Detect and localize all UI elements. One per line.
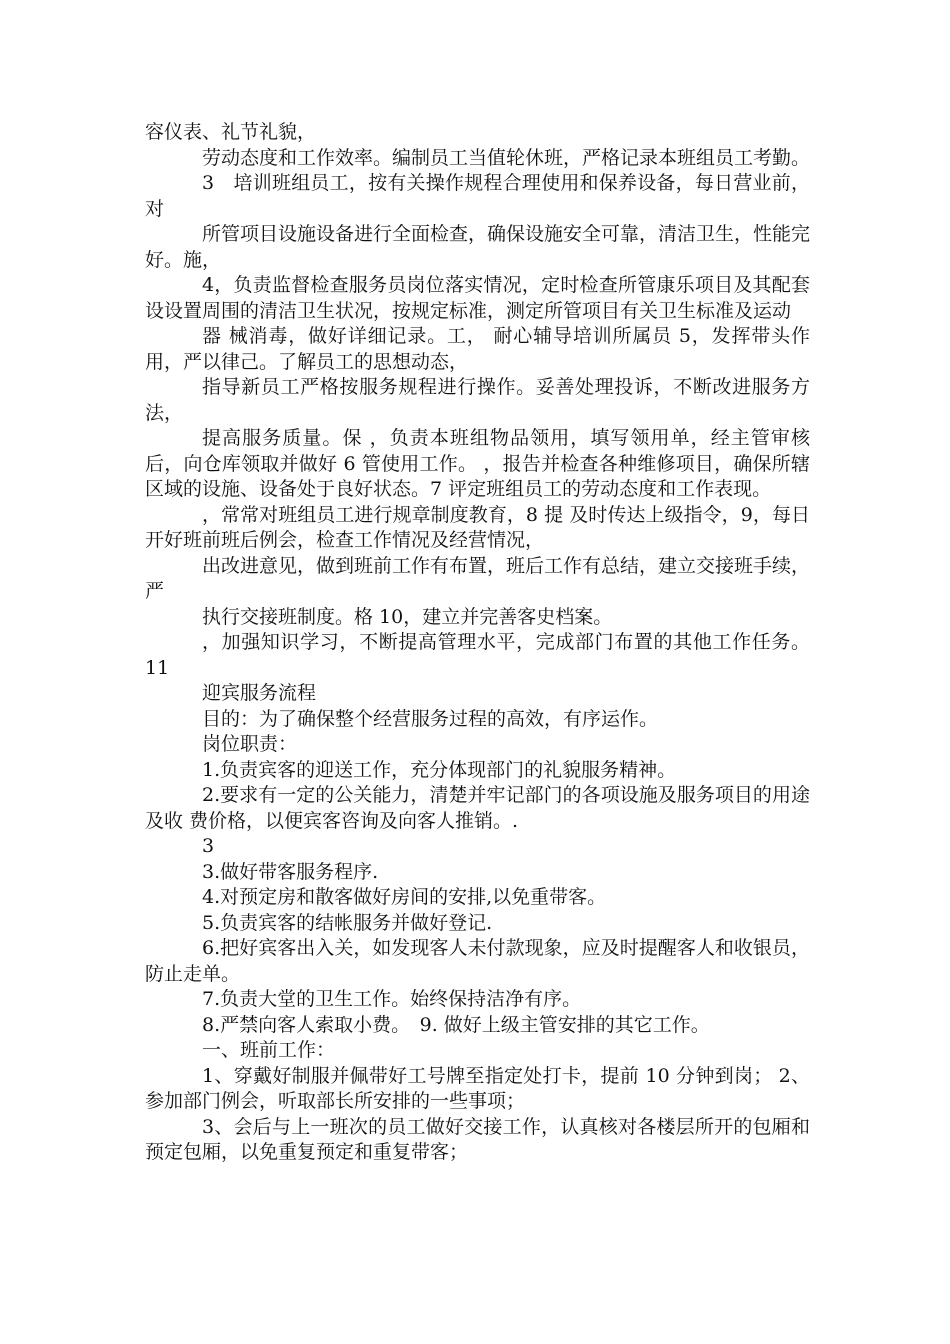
section-heading-welcome-service: 迎宾服务流程 xyxy=(202,682,317,704)
paragraph-11: 执行交接班制度。格 10，建立并完善客史档案。 xyxy=(202,605,613,628)
duty-item-3: 3.做好带客服务程序. xyxy=(202,860,379,883)
duty-item-7: 7.负责大堂的卫生工作。始终保持洁净有序。 xyxy=(202,988,582,1010)
paragraph-12: ，加强知识学习，不断提高管理水平，完成部门布置的其他工作任务。11 xyxy=(145,631,810,679)
paragraph-10: 出改进意见，做到班前工作有布置，班后工作有总结，建立交接班手续，严 xyxy=(145,554,811,602)
paragraph-7: 指导新员工严格按服务规程进行操作。妥善处理投诉，不断改进服务方法， xyxy=(145,376,810,424)
duty-item-1: 1.负责宾客的迎送工作，充分体现部门的礼貌服务精神。 xyxy=(202,758,677,781)
paragraph-4: 所管项目设施设备进行全面检查，确保设施安全可靠，清洁卫生，性能完好。施， xyxy=(145,223,811,271)
duty-item-4: 4.对预定房和散客做好房间的安排,以免重带客。 xyxy=(202,886,607,908)
pre-shift-item-3: 3、会后与上一班次的员工做好交接工作，认真核对各楼层所开的包厢和预定包厢，以免重复预定和重复带客； xyxy=(145,1115,810,1163)
duty-item-5: 5.负责宾客的结帐服务并做好登记. xyxy=(202,911,493,934)
paragraph-1: 容仪表、礼节礼貌， xyxy=(145,121,317,143)
section-heading-pre-shift: 一、班前工作： xyxy=(202,1039,336,1061)
paragraph-purpose: 目的：为了确保整个经营服务过程的高效，有序运作。 xyxy=(202,707,659,730)
paragraph-8: 提高服务质量。保 ，负责本班组物品领用，填写领用单，经主管审核后，向仓库领取并做好 6 管使用工作。 ，报告并检查各种维修项目，确保所辖区域的设施、设备处于良好状态。7 评定班组员工的劳动态度和工作表现。 xyxy=(145,427,810,500)
paragraph-9: ，常常对班组员工进行规章制度教育，8 提 及时传达上级指令，9，每日开好班前班后例会，检查工作情况及经营情况， xyxy=(145,503,810,551)
paragraph-3: 3 培训班组员工，按有关操作规程合理使用和保养设备，每日营业前，对 xyxy=(145,172,810,220)
page-number-text: 3 xyxy=(202,835,215,857)
duty-item-8-9: 8.严禁向客人索取小费。 9. 做好上级主管安排的其它工作。 xyxy=(202,1013,710,1036)
paragraph-6: 器 械消毒，做好详细记录。工， 耐心辅导培训所属员 5，发挥带头作用，严以律己。了解员工的思想动态， xyxy=(145,325,810,373)
paragraph-5: 4，负责监督检查服务员岗位落实情况，定时检查所管康乐项目及其配套设设置周围的清洁卫生状况，按规定标准，测定所管项目有关卫生标准及运动 xyxy=(145,274,810,322)
paragraph-2: 劳动态度和工作效率。编制员工当值轮休班，严格记录本班组员工考勤。 xyxy=(202,146,811,169)
duty-item-6: 6.把好宾客出入关，如发现客人未付款现象，应及时提醒客人和收银员，防止走单。 xyxy=(145,937,810,985)
duty-item-2: 2.要求有一定的公关能力，清楚并牢记部门的各项设施及服务项目的用途及收 费价格，以便宾客咨询及向客人推销。. xyxy=(145,784,810,832)
document-body xyxy=(145,120,810,1166)
pre-shift-item-1-2: 1、穿戴好制服并佩带好工号牌至指定处打卡，提前 10 分钟到岗； 2、参加部门例会，听取部长所安排的一些事项； xyxy=(145,1064,810,1112)
paragraph-duties-heading: 岗位职责： xyxy=(202,733,298,755)
